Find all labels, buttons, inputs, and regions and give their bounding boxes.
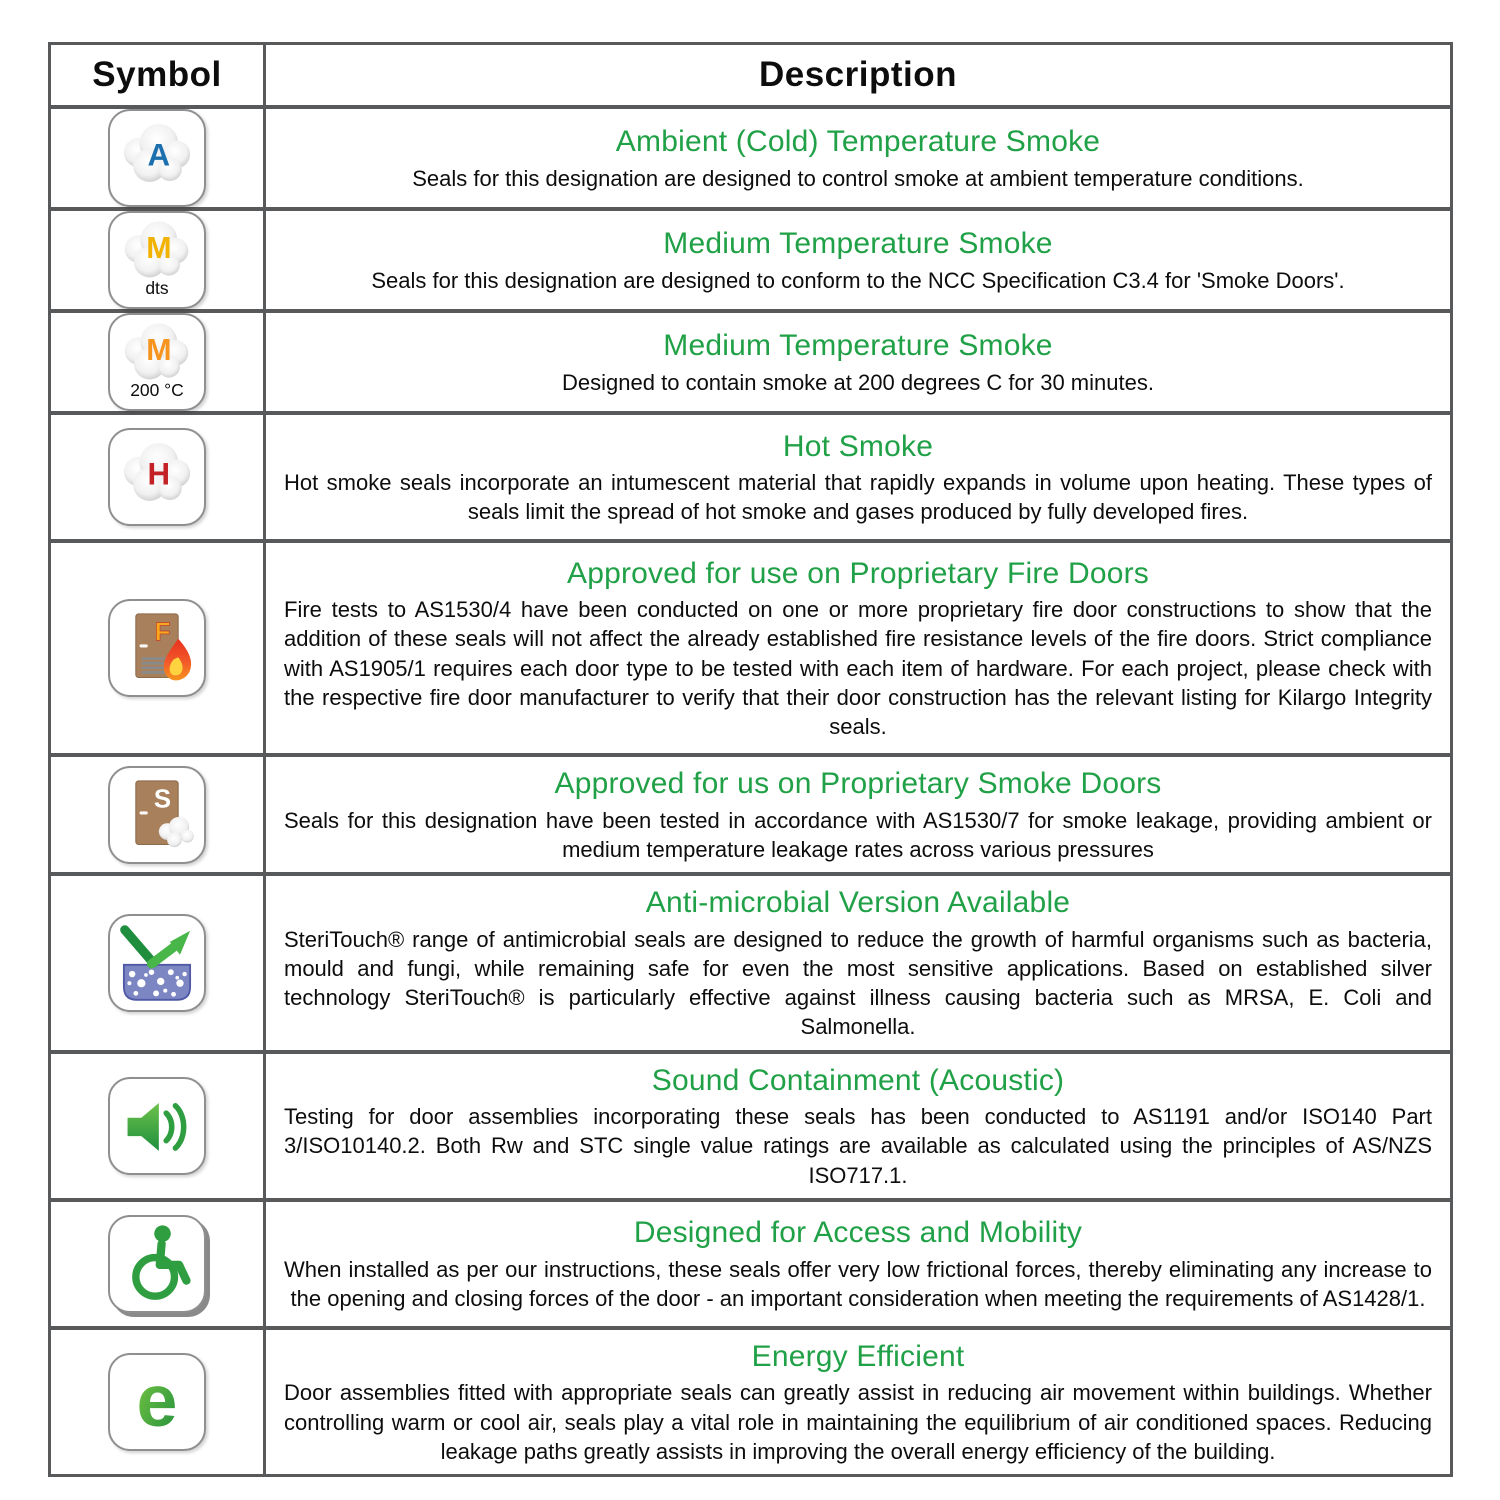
row-body: Hot smoke seals incorporate an intumescent material that rapidly expands in volume upon heating. These types of seals limit the spread of hot smoke and gases produced by fully developed fires. — [284, 470, 1432, 525]
medium-smoke-200c-cloud-icon — [108, 313, 206, 411]
row-title: Energy Efficient — [751, 1339, 965, 1373]
table-row — [51, 753, 1450, 872]
medium-smoke-dts-cloud-icon — [108, 211, 206, 309]
table-row — [51, 105, 1450, 207]
medium-dts-letter: M — [146, 232, 172, 266]
smoke-door-icon — [108, 766, 206, 864]
hot-smoke-letter: H — [147, 456, 171, 492]
row-title: Hot Smoke — [782, 429, 934, 463]
row-title: Approved for use on Proprietary Fire Doors — [567, 556, 1149, 590]
row-title: Anti-microbial Version Available — [645, 886, 1071, 919]
medium-200c-letter: M — [146, 334, 172, 368]
row-title: Designed for Access and Mobility — [633, 1216, 1083, 1250]
table-row — [51, 1050, 1450, 1198]
row-title: Medium Temperature Smoke — [663, 329, 1053, 363]
table-header-row — [51, 45, 1450, 105]
medium-200c-sublabel: 200 °C — [130, 380, 184, 401]
table-row — [51, 872, 1450, 1050]
row-body: When installed as per our instructions, these seals offer very low frictional forces, thereby eliminating any increase to the opening and closing forces of the door - an important consideration when meeting the requirements of AS1428/1. — [284, 1256, 1432, 1311]
table-row — [51, 1198, 1450, 1326]
wheelchair-icon — [108, 1215, 206, 1313]
description-column-header: Description — [758, 55, 958, 94]
ambient-smoke-cloud-icon — [108, 109, 206, 207]
table-row — [51, 207, 1450, 309]
row-title: Approved for us on Proprietary Smoke Doors — [554, 767, 1162, 800]
row-body: Seals for this designation are designed to conform to the NCC Specification C3.4 for 'Smoke Doors'. — [371, 267, 1345, 293]
anti-microbial-icon — [108, 914, 206, 1012]
row-body: Seals for this designation have been tested in accordance with AS1530/7 for smoke leakage, providing ambient or medium temperature leakage rates across various pressures — [284, 807, 1432, 862]
table-row — [51, 309, 1450, 411]
row-body: Testing for door assemblies incorporating these seals has been conducted to AS1191 and/or ISO140 Part 3/ISO10140.2. Both Rw and STC single value ratings are available as calculated using the principles of AS/NZS ISO717.1. — [284, 1104, 1432, 1188]
fire-door-icon — [108, 599, 206, 697]
row-body: Seals for this designation are designed to control smoke at ambient temperature conditions. — [412, 165, 1304, 191]
hot-smoke-cloud-icon — [108, 428, 206, 526]
row-body: SteriTouch® range of antimicrobial seals are designed to reduce the growth of harmful organisms such as bacteria, mould and fungi, while remaining safe for even the most sensitive applications. Based on established silver technology SteriTouch® is particularly effective against illness causing bacteria such as MRSA, E. Coli and Salmonella. — [284, 926, 1432, 1040]
row-title: Ambient (Cold) Temperature Smoke — [615, 125, 1101, 159]
symbol-description-table — [48, 42, 1453, 1477]
row-body: Designed to contain smoke at 200 degrees C for 30 minutes. — [562, 369, 1154, 395]
energy-efficient-icon — [108, 1353, 206, 1451]
row-body: Door assemblies fitted with appropriate seals can greatly assist in reducing air movement within buildings. Whether controlling warm or cool air, seals play a vital role in maintaining the equilibrium of air conditioned spaces. Reducing leakage paths greatly assists in improving the overall energy efficiency of the building. — [284, 1380, 1432, 1464]
symbol-column-header: Symbol — [51, 45, 266, 105]
row-body: Fire tests to AS1530/4 have been conducted on one or more proprietary fire door constructions to show that the addition of these seals will not affect the already established fire resistance levels of the fire doors. Strict compliance with AS1905/1 requires each door type to be tested with each item of hardware. For each project, please check with the respective fire door manufacturer to verify that their door construction has the relevant listing for Kilargo Integrity seals. — [284, 597, 1432, 740]
row-title: Sound Containment (Acoustic) — [651, 1063, 1065, 1097]
smoke-door-letter: S — [153, 785, 172, 814]
fire-door-letter: F — [154, 618, 171, 647]
table-row — [51, 1326, 1450, 1474]
speaker-icon — [108, 1077, 206, 1175]
row-title: Medium Temperature Smoke — [663, 227, 1053, 261]
table-row — [51, 411, 1450, 539]
table-row — [51, 539, 1450, 753]
ambient-letter: A — [147, 137, 171, 173]
medium-dts-sublabel: dts — [145, 278, 169, 299]
energy-letter: e — [136, 1358, 178, 1442]
